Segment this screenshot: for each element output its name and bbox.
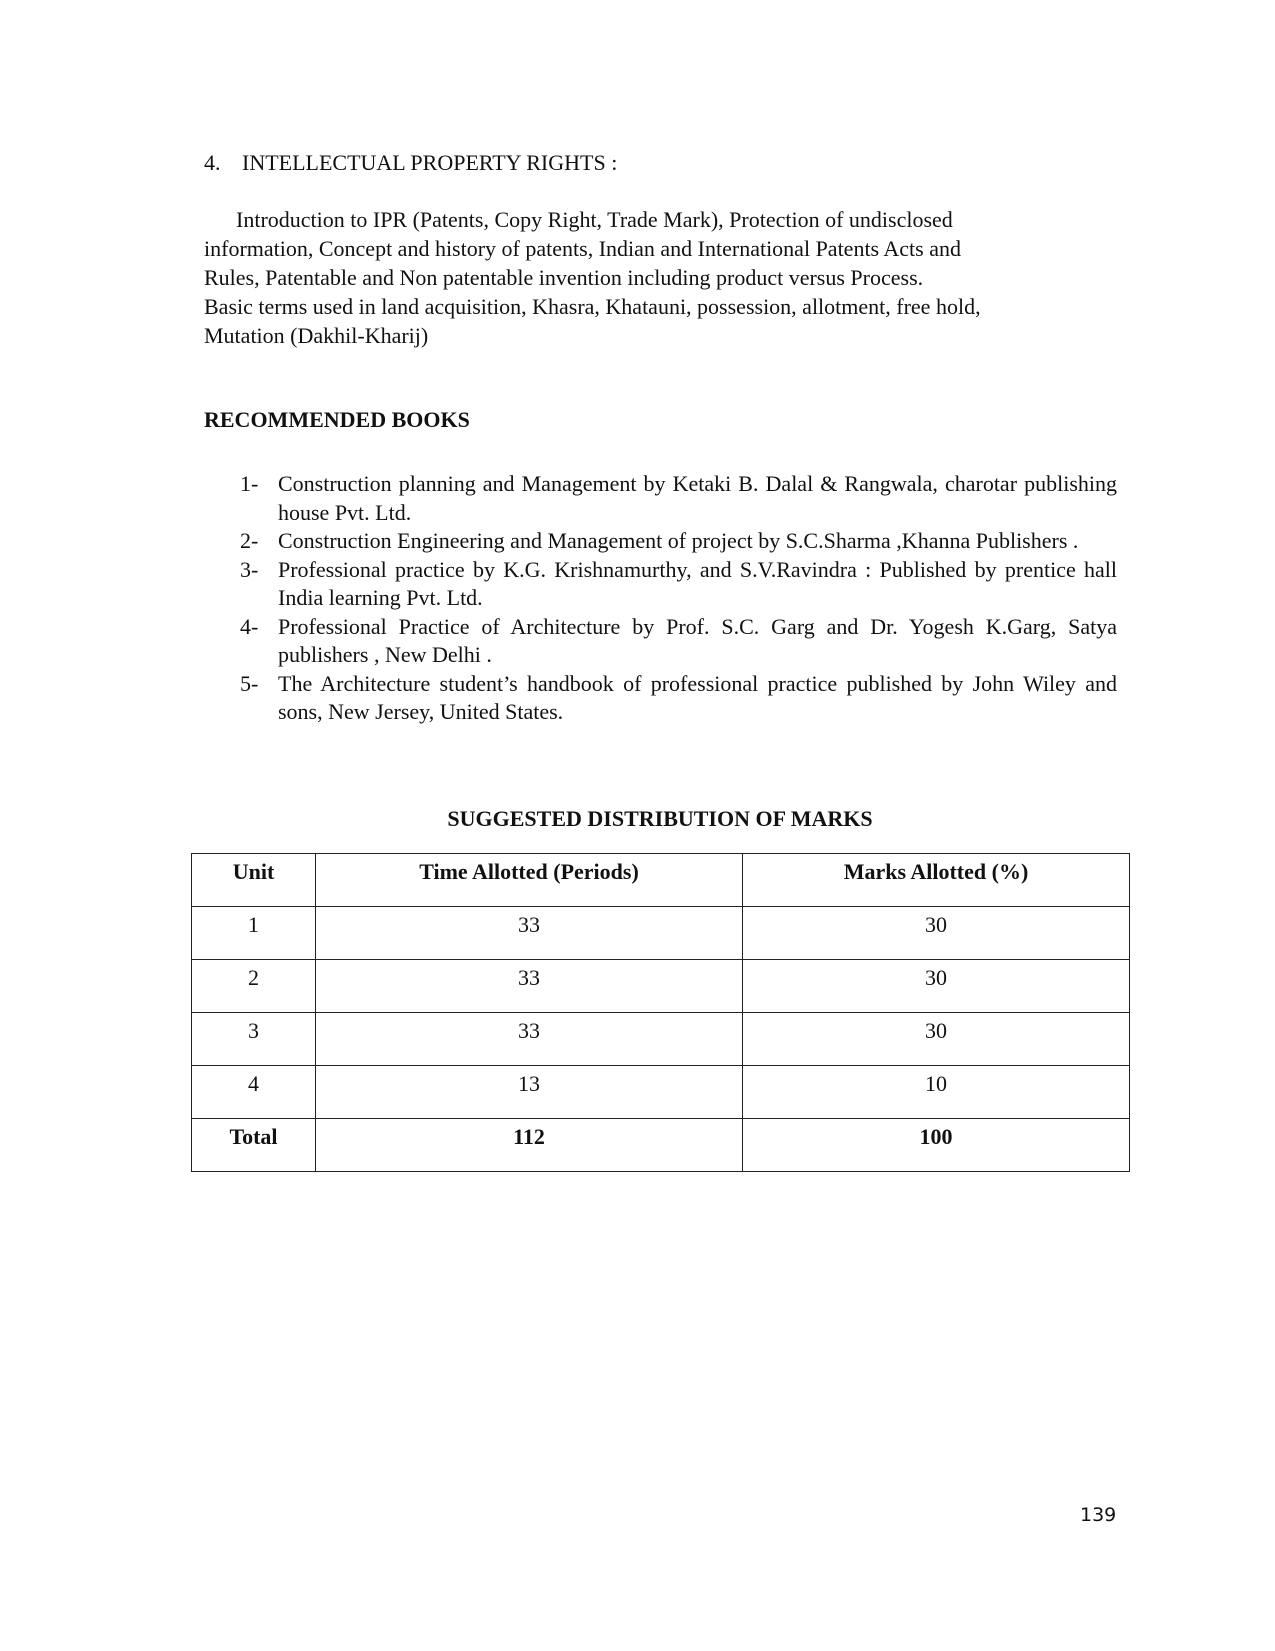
page-number: 139 xyxy=(1080,1504,1117,1526)
table-cell: 13 xyxy=(316,1066,743,1119)
table-cell: 30 xyxy=(743,1013,1130,1066)
table-header-row xyxy=(192,854,1130,907)
marks-distribution-table xyxy=(191,853,1130,1172)
book-item xyxy=(240,470,1117,527)
recommended-books-list xyxy=(240,470,1117,727)
book-item-text: Professional practice by K.G. Krishnamurthy, and S.V.Ravindra : Published by prentice hall India learning Pvt. Ltd. xyxy=(278,556,1117,610)
section-title: INTELLECTUAL PROPERTY RIGHTS : xyxy=(242,150,618,175)
book-item-text: Professional Practice of Architecture by Prof. S.C. Garg and Dr. Yogesh K.Garg, Satya publishers , New Delhi . xyxy=(278,613,1117,667)
table-cell: 33 xyxy=(316,907,743,960)
book-item xyxy=(240,613,1117,670)
table-total-row xyxy=(192,1119,1130,1172)
book-item-text: Construction Engineering and Management of project by S.C.Sharma ,Khanna Publishers . xyxy=(278,528,1079,553)
table-cell: 10 xyxy=(743,1066,1130,1119)
total-time-cell: 112 xyxy=(316,1119,743,1172)
book-item-marker: 2- xyxy=(240,528,259,553)
book-item xyxy=(240,670,1117,727)
table-row xyxy=(192,960,1130,1013)
table-cell: 3 xyxy=(192,1013,316,1066)
total-marks-cell: 100 xyxy=(743,1119,1130,1172)
column-header-unit: Unit xyxy=(192,854,316,907)
total-label-cell: Total xyxy=(192,1119,316,1172)
book-item-marker: 3- xyxy=(240,556,259,582)
table-row xyxy=(192,907,1130,960)
book-item-marker: 5- xyxy=(240,670,259,696)
paragraph-line: Introduction to IPR (Patents, Copy Right, Trade Mark), Protection of undisclosed xyxy=(236,207,953,232)
book-item xyxy=(240,527,1117,556)
column-header-time-allotted: Time Allotted (Periods) xyxy=(316,854,743,907)
table-cell: 33 xyxy=(316,960,743,1013)
paragraph-line: Mutation (Dakhil-Kharij) xyxy=(204,323,429,348)
table-cell: 30 xyxy=(743,907,1130,960)
book-item-marker: 1- xyxy=(240,471,259,496)
table-row xyxy=(192,1013,1130,1066)
table-cell: 33 xyxy=(316,1013,743,1066)
paragraph-line: Rules, Patentable and Non patentable invention including product versus Process. xyxy=(204,265,924,290)
section-heading xyxy=(204,148,617,178)
book-item-text: Construction planning and Management by Ketaki B. Dalal & Rangwala, charotar publishing house Pvt. Ltd. xyxy=(278,471,1117,525)
table-row xyxy=(192,1066,1130,1119)
recommended-books-heading: RECOMMENDED BOOKS xyxy=(204,407,470,432)
paragraph-line: information, Concept and history of patents, Indian and International Patents Acts and xyxy=(204,236,961,261)
book-item-marker: 4- xyxy=(240,613,259,639)
table-cell: 4 xyxy=(192,1066,316,1119)
section-number: 4. xyxy=(204,150,221,175)
column-header-marks-allotted: Marks Allotted (%) xyxy=(743,854,1130,907)
book-item xyxy=(240,556,1117,613)
ipr-paragraph xyxy=(204,205,1104,350)
paragraph-line: Basic terms used in land acquisition, Khasra, Khatauni, possession, allotment, free hold, xyxy=(204,294,981,319)
marks-table-title: SUGGESTED DISTRIBUTION OF MARKS xyxy=(447,806,873,831)
book-item-text: The Architecture student’s handbook of professional practice published by John Wiley and sons, New Jersey, United States. xyxy=(278,670,1117,724)
table-cell: 1 xyxy=(192,907,316,960)
table-cell: 2 xyxy=(192,960,316,1013)
table-cell: 30 xyxy=(743,960,1130,1013)
